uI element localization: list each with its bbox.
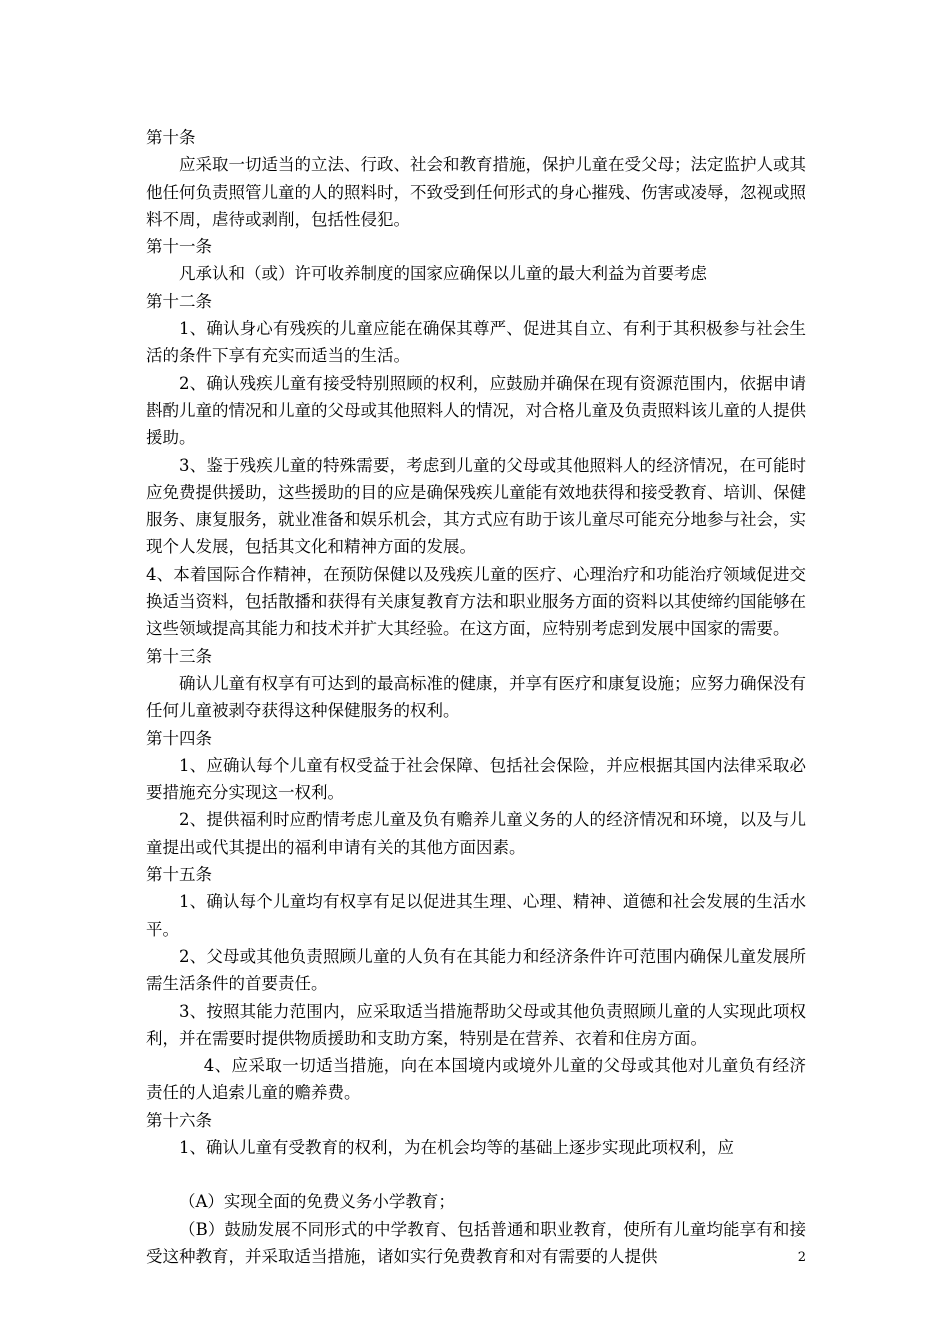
- article-heading: 第十四条: [146, 728, 212, 748]
- article-heading: 第十三条: [146, 646, 212, 666]
- paragraph: 1、确认每个儿童均有权享有足以促进其生理、心理、精神、道德和社会发展的生活水平。: [146, 892, 806, 939]
- article-heading: 第十五条: [146, 865, 212, 885]
- paragraph: 应采取一切适当的立法、行政、社会和教育措施，保护儿童在受父母；法定监护人或其他任何负责照管儿童的人的照料时，不致受到任何形式的身心摧残、伤害或凌辱，忽视或照料不周，虐待或剥削，包括性侵犯。: [146, 155, 806, 229]
- paragraph: 4、应采取一切适当措施，向在本国境内或境外儿童的父母或其他对儿童负有经济责任的人追索儿童的赡养费。: [146, 1056, 806, 1103]
- paragraph: 确认儿童有权享有可达到的最高标准的健康，并享有医疗和康复设施；应努力确保没有任何儿童被剥夺获得这种保健服务的权利。: [146, 673, 806, 721]
- article-heading: 第十一条: [146, 237, 212, 257]
- paragraph: 1、确认儿童有受教育的权利，为在机会均等的基础上逐步实现此项权利，应: [179, 1137, 734, 1157]
- paragraph: 1、应确认每个儿童有权受益于社会保障、包括社会保险，并应根据其国内法律采取必要措施充分实现这一权利。: [146, 755, 806, 803]
- paragraph: 2、提供福利时应酌情考虑儿童及负有赡养儿童义务的人的经济情况和环境，以及与儿童提出或代其提出的福利申请有关的其他方面因素。: [146, 810, 806, 857]
- paragraph: 3、鉴于残疾儿童的特殊需要，考虑到儿童的父母或其他照料人的经济情况，在可能时应免费提供援助，这些援助的目的应是确保残疾儿童能有效地获得和接受教育、培训、保健服务、康复服务，就业准备和娱乐机会，其方式应有助于该儿童尽可能充分地参与社会，实现个人发展，包括其文化和精神方面的发展。: [146, 455, 806, 557]
- page-number: 2: [797, 1250, 806, 1265]
- document-body: [146, 124, 806, 1270]
- paragraph: 4、本着国际合作精神，在预防保健以及残疾儿童的医疗、心理治疗和功能治疗领域促进交换适当资料，包括散播和获得有关康复教育方法和职业服务方面的资料以其使缔约国能够在这些领域提高其能力和技术并扩大其经验。在这方面，应特别考虑到发展中国家的需要。: [146, 564, 806, 639]
- article-heading: 第十条: [146, 128, 196, 147]
- blank-line: [146, 1161, 806, 1188]
- paragraph: 3、按照其能力范围内，应采取适当措施帮助父母或其他负责照顾儿童的人实现此项权利，并在需要时提供物质援助和支助方案，特别是在营养、衣着和住房方面。: [146, 1001, 806, 1048]
- paragraph: （A）实现全面的免费义务小学教育；: [179, 1192, 455, 1212]
- article-heading: 第十二条: [146, 291, 212, 311]
- article-heading: 第十六条: [146, 1110, 212, 1130]
- paragraph: 2、确认残疾儿童有接受特别照顾的权利，应鼓励并确保在现有资源范围内，依据申请斟酌儿童的情况和儿童的父母或其他照料人的情况，对合格儿童及负责照料该儿童的人提供援助。: [146, 373, 806, 448]
- paragraph: 2、父母或其他负责照顾儿童的人负有在其能力和经济条件许可范围内确保儿童发展所需生活条件的首要责任。: [146, 946, 806, 994]
- paragraph: 凡承认和（或）许可收养制度的国家应确保以儿童的最大利益为首要考虑: [179, 264, 707, 284]
- paragraph: 1、确认身心有残疾的儿童应能在确保其尊严、促进其自立、有利于其积极参与社会生活的条件下享有充实而适当的生活。: [146, 319, 806, 366]
- paragraph: （B）鼓励发展不同形式的中学教育、包括普通和职业教育，使所有儿童均能享有和接受这种教育，并采取适当措施，诸如实行免费教育和对有需要的人提供: [146, 1219, 806, 1266]
